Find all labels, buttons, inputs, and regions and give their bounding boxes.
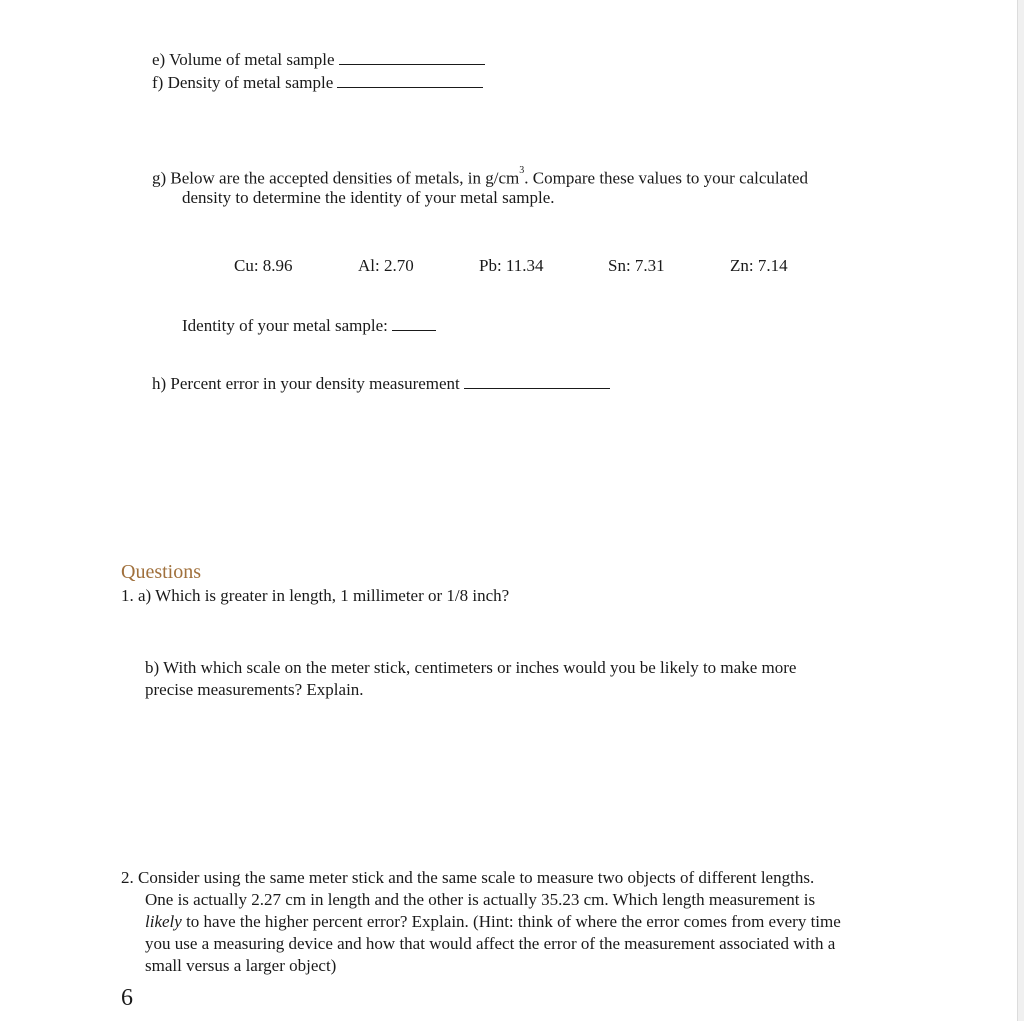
identity-label: Identity of your metal sample:	[182, 316, 388, 335]
identity-blank[interactable]	[392, 314, 436, 331]
question-2-italic: likely	[145, 912, 182, 931]
part-e-label: e) Volume of metal sample	[152, 50, 335, 69]
question-2-line3	[145, 911, 841, 933]
question-1a: 1. a) Which is greater in length, 1 millimeter or 1/8 inch?	[121, 586, 510, 605]
questions-heading: Questions	[121, 561, 201, 583]
density-cu: Cu: 8.96	[234, 256, 293, 275]
question-2-line1: 2. Consider using the same meter stick and the same scale to measure two objects of different lengths.	[121, 868, 815, 887]
density-pb: Pb: 11.34	[479, 256, 544, 275]
part-g-line2: density to determine the identity of your metal sample.	[182, 188, 555, 207]
page-number: 6	[121, 985, 133, 1011]
question-2-line3-rest: to have the higher percent error? Explain. (Hint: think of where the error comes from every time	[181, 912, 841, 931]
part-g-text-a: g) Below are the accepted densities of metals, in g/cm	[152, 168, 520, 188]
density-al: Al: 2.70	[358, 256, 414, 275]
identity-line	[182, 314, 436, 337]
part-f-label: f) Density of metal sample	[152, 73, 334, 92]
density-zn: Zn: 7.14	[730, 256, 788, 275]
question-2-line4: you use a measuring device and how that would affect the error of the measurement associated with a	[145, 934, 836, 953]
page-edge	[1017, 0, 1024, 1021]
part-h-blank[interactable]	[464, 372, 610, 389]
part-e-line	[152, 48, 485, 71]
part-e-blank[interactable]	[339, 48, 485, 65]
question-2-line2: One is actually 2.27 cm in length and the other is actually 35.23 cm. Which length measurement is	[145, 890, 816, 909]
part-g-text-b: . Compare these values to your calculated	[524, 168, 808, 188]
question-2-line5: small versus a larger object)	[145, 956, 337, 975]
part-h-label: h) Percent error in your density measurement	[152, 374, 460, 393]
question-1b-line2: precise measurements? Explain.	[145, 680, 364, 699]
question-1b-line1: b) With which scale on the meter stick, centimeters or inches would you be likely to make more	[145, 658, 797, 677]
density-sn: Sn: 7.31	[608, 256, 665, 275]
part-f-line	[152, 71, 483, 94]
part-g-line1	[152, 164, 808, 190]
part-f-blank[interactable]	[337, 71, 483, 88]
part-g-superscript: 3	[519, 165, 525, 176]
part-h-line	[152, 372, 610, 395]
